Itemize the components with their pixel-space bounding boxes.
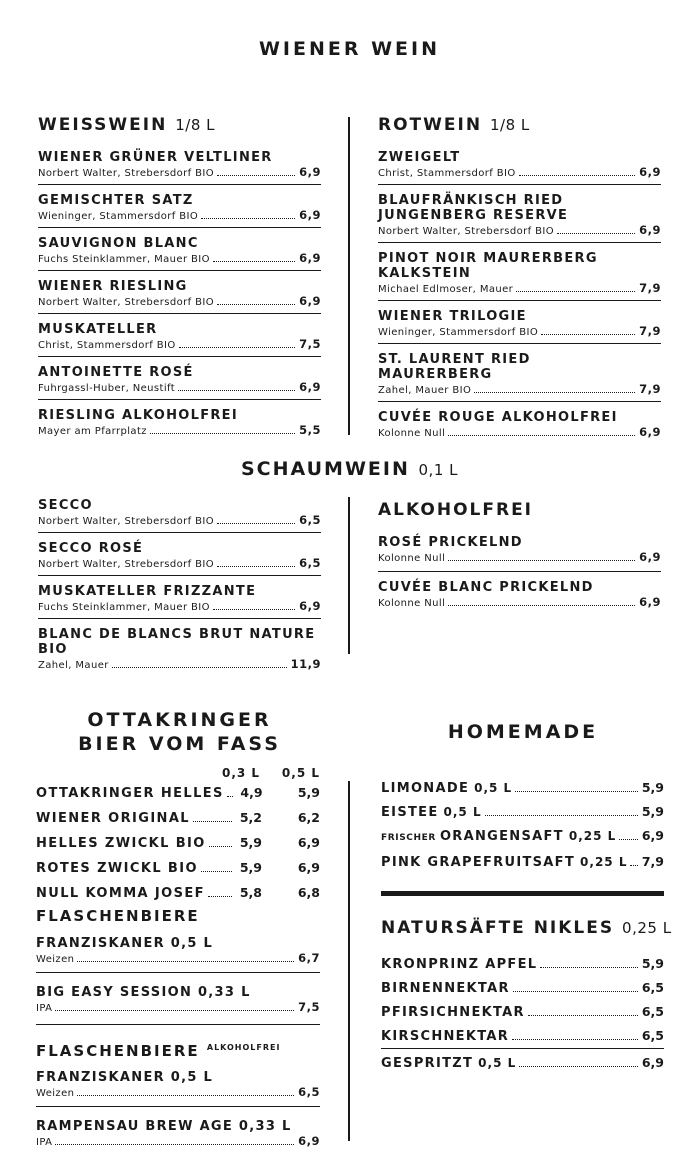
item-origin: IPA <box>36 1137 53 1148</box>
item-price: 6,5 <box>298 1085 320 1099</box>
dotted-leader <box>213 261 295 262</box>
page-title: WIENER WEIN <box>258 38 441 60</box>
natursaft-name: KIRSCHNEKTAR <box>381 1029 510 1044</box>
homemade-price: 5,9 <box>641 780 664 795</box>
item-name: WIENER RIESLING <box>38 279 188 294</box>
item-price: 6,9 <box>299 208 321 222</box>
item-description <box>36 1001 320 1015</box>
natursaft-price: 6,5 <box>641 1028 664 1043</box>
dotted-leader <box>448 605 635 606</box>
dotted-leader <box>112 667 287 668</box>
bier-name: WIENER ORIGINAL <box>36 811 190 826</box>
bier-name: ROTES ZWICKL BIO <box>36 861 198 876</box>
dotted-leader <box>630 865 637 866</box>
dotted-leader <box>179 347 296 348</box>
item-price: 6,9 <box>639 223 661 237</box>
item-price: 6,5 <box>299 513 321 527</box>
dotted-leader <box>213 609 295 610</box>
item-origin: Norbert Walter, Strebersdorf BIO <box>38 297 215 308</box>
dotted-leader <box>512 1039 638 1040</box>
item-name: FRANZISKANER 0,5 L <box>36 936 214 951</box>
column-divider <box>348 117 350 435</box>
item-description <box>38 295 321 309</box>
bier-price-0-5: 5,9 <box>297 785 320 800</box>
homemade-item <box>381 776 664 800</box>
item-description <box>378 282 661 296</box>
item-origin: Wieninger, Stammersdorf BIO <box>38 211 199 222</box>
bier-price-0-5: 6,9 <box>297 835 320 850</box>
weisswein-heading-text: WEISSWEIN <box>38 115 168 135</box>
dotted-leader <box>448 435 635 436</box>
dotted-leader <box>77 1095 294 1096</box>
homemade-heading: HOMEMADE <box>447 721 599 743</box>
item-price: 6,9 <box>639 165 661 179</box>
gespritzt-name: GESPRITZT <box>381 1056 474 1071</box>
item-name: FRANZISKANER 0,5 L <box>36 1070 214 1085</box>
item-price: 6,9 <box>299 599 321 613</box>
gespritzt-item <box>381 1051 664 1075</box>
item-description <box>38 338 321 352</box>
item-name: ZWEIGELT <box>378 150 461 165</box>
dotted-leader <box>519 175 636 176</box>
bier-name: NULL KOMMA JOSEF <box>36 886 205 901</box>
natursaft-item <box>381 976 664 1000</box>
item-name: ST. LAURENT RIED MAURERBERG <box>378 352 531 382</box>
item-price: 5,5 <box>299 423 321 437</box>
dotted-leader <box>217 523 295 524</box>
flaschenbiere-af-list <box>36 1070 320 1167</box>
item-name: SECCO <box>38 498 93 513</box>
item-name: MUSKATELLER <box>38 322 158 337</box>
dotted-leader <box>193 821 232 822</box>
homemade-prefix: FRISCHER <box>381 833 436 843</box>
flaschenbiere-list <box>36 936 320 1033</box>
item-name: SECCO ROSÉ <box>38 541 144 556</box>
bier-item <box>36 831 320 856</box>
natursaft-price: 6,5 <box>641 1004 664 1019</box>
bier-item <box>36 806 320 831</box>
bier-price-0-3: 4,9 <box>240 785 263 800</box>
dotted-leader <box>540 967 637 968</box>
item-price: 6,9 <box>298 1134 320 1148</box>
item-origin: Fuchs Steinklammer, Mauer BIO <box>38 254 210 265</box>
item-description <box>38 658 321 672</box>
item-description <box>378 383 661 397</box>
menu-item <box>38 193 321 228</box>
dotted-leader <box>519 1066 638 1067</box>
menu-item <box>36 936 320 973</box>
item-description <box>378 551 661 565</box>
item-origin: Norbert Walter, Strebersdorf BIO <box>38 516 215 527</box>
homemade-item <box>381 824 664 850</box>
homemade-name: EISTEE <box>381 805 439 820</box>
item-origin: Kolonne Null <box>378 428 446 439</box>
homemade-price: 6,9 <box>641 828 664 843</box>
bier-item <box>36 781 320 806</box>
homemade-name: LIMONADE <box>381 781 470 796</box>
item-origin: Kolonne Null <box>378 553 446 564</box>
item-origin: Zahel, Mauer <box>38 660 109 671</box>
natursaft-price: 5,9 <box>641 956 664 971</box>
natursaft-name: PFIRSICHNEKTAR <box>381 1005 525 1020</box>
dotted-leader <box>448 560 635 561</box>
item-origin: Zahel, Mauer BIO <box>378 385 472 396</box>
item-origin: Fuhrgassl-Huber, Neustift <box>38 383 176 394</box>
natursaefte-list <box>381 952 664 1048</box>
gespritzt-row <box>381 1051 664 1075</box>
item-origin: Weizen <box>36 1088 75 1099</box>
flaschenbiere-af-heading <box>36 1042 280 1060</box>
homemade-item <box>381 850 664 874</box>
item-description <box>378 596 661 610</box>
gespritzt-unit: 0,5 L <box>478 1056 517 1070</box>
dotted-leader <box>528 1015 638 1016</box>
homemade-unit: 0,5 L <box>474 781 513 795</box>
weisswein-list <box>38 150 321 450</box>
item-origin: Weizen <box>36 954 75 965</box>
bier-price-0-3: 5,9 <box>239 860 262 875</box>
item-name: PINOT NOIR MAURERBERG KALKSTEIN <box>378 251 598 281</box>
item-price: 6,9 <box>299 380 321 394</box>
item-description <box>378 166 661 180</box>
bier-list <box>36 781 320 906</box>
menu-item <box>38 498 321 533</box>
dotted-leader <box>619 839 638 840</box>
item-name: BLANC DE BLANCS BRUT NATURE BIO <box>38 627 316 657</box>
natursaft-item <box>381 1024 664 1048</box>
schaumwein-heading <box>0 458 699 480</box>
dotted-leader <box>217 304 295 305</box>
menu-item <box>378 251 661 301</box>
dotted-leader <box>513 991 638 992</box>
alkoholfrei-list <box>378 535 661 624</box>
rotwein-list <box>378 150 661 452</box>
homemade-unit: 0,5 L <box>443 805 482 819</box>
homemade-name: PINK GRAPEFRUITSAFT <box>381 855 576 870</box>
flaschenbiere-af-heading-text: FLASCHENBIERE <box>36 1042 200 1060</box>
item-description <box>38 166 321 180</box>
menu-item <box>36 1070 320 1107</box>
menu-item <box>38 541 321 576</box>
item-description <box>38 600 321 614</box>
bier-col-0-5: 0,5 L <box>281 766 320 780</box>
item-price: 6,9 <box>299 294 321 308</box>
item-price: 7,9 <box>639 281 661 295</box>
menu-item <box>378 193 661 243</box>
item-origin: Fuchs Steinklammer, Mauer BIO <box>38 602 210 613</box>
menu-item <box>38 150 321 185</box>
divider <box>381 1048 664 1049</box>
item-origin: IPA <box>36 1003 53 1014</box>
flaschenbiere-heading: FLASCHENBIERE <box>36 907 200 925</box>
natursaefte-heading-text: NATURSÄFTE NIKLES <box>381 918 615 938</box>
dotted-leader <box>227 796 233 797</box>
dotted-leader <box>515 791 638 792</box>
gespritzt-price: 6,9 <box>641 1055 664 1070</box>
bier-name: OTTAKRINGER HELLES <box>36 786 224 801</box>
natursaft-name: KRONPRINZ APFEL <box>381 957 538 972</box>
item-price: 11,9 <box>290 657 321 671</box>
item-name: RAMPENSAU BREW AGE 0,33 L <box>36 1119 292 1134</box>
item-name: CUVÉE ROUGE ALKOHOLFREI <box>378 410 618 425</box>
bier-price-0-3: 5,8 <box>239 885 262 900</box>
dotted-leader <box>150 433 295 434</box>
item-name: WIENER TRILOGIE <box>378 309 527 324</box>
item-name: GEMISCHTER SATZ <box>38 193 194 208</box>
menu-item <box>38 365 321 400</box>
bier-heading-line2: BIER VOM FASS <box>78 733 281 755</box>
rotwein-heading-text: ROTWEIN <box>378 115 483 135</box>
bier-column-headers <box>222 766 320 780</box>
dotted-leader <box>541 334 635 335</box>
dotted-leader <box>55 1010 294 1011</box>
homemade-unit: 0,25 L <box>568 829 617 843</box>
item-name: MUSKATELLER FRIZZANTE <box>38 584 257 599</box>
natursaft-item <box>381 952 664 976</box>
item-description <box>38 381 321 395</box>
item-price: 7,9 <box>639 382 661 396</box>
menu-item <box>36 985 320 1021</box>
bier-price-0-5: 6,9 <box>297 860 320 875</box>
bier-price-0-5: 6,2 <box>297 810 320 825</box>
menu-item <box>378 580 661 616</box>
rotwein-heading <box>378 115 530 135</box>
bier-name: HELLES ZWICKL BIO <box>36 836 206 851</box>
item-name: BIG EASY SESSION 0,33 L <box>36 985 251 1000</box>
item-origin: Kolonne Null <box>378 598 446 609</box>
item-origin: Norbert Walter, Strebersdorf BIO <box>378 226 555 237</box>
item-name: CUVÉE BLANC PRICKELND <box>378 580 594 595</box>
item-description <box>38 514 321 528</box>
item-name: BLAUFRÄNKISCH RIED JUNGENBERG RESERVE <box>378 193 569 223</box>
dotted-leader <box>201 871 232 872</box>
schaumwein-size: 0,1 L <box>418 461 458 479</box>
natursaft-name: BIRNENNEKTAR <box>381 981 510 996</box>
dotted-leader <box>208 896 232 897</box>
item-name: ANTOINETTE ROSÉ <box>38 365 194 380</box>
item-price: 7,9 <box>639 324 661 338</box>
item-origin: Christ, Stammersdorf BIO <box>378 168 516 179</box>
dotted-leader <box>217 566 295 567</box>
item-description <box>378 325 661 339</box>
dotted-leader <box>55 1144 294 1145</box>
dotted-leader <box>178 390 295 391</box>
menu-item <box>38 408 321 442</box>
schaumwein-heading-text: SCHAUMWEIN <box>240 458 410 480</box>
menu-item <box>378 150 661 185</box>
menu-item <box>378 535 661 572</box>
homemade-name: ORANGENSAFT <box>439 829 564 844</box>
item-price: 6,9 <box>639 425 661 439</box>
flaschenbiere-af-sup: ALKOHOLFREI <box>206 1043 281 1052</box>
item-origin: Michael Edlmoser, Mauer <box>378 284 514 295</box>
item-origin: Mayer am Pfarrplatz <box>38 426 147 437</box>
natursaefte-heading <box>381 918 672 938</box>
item-price: 7,5 <box>298 1000 320 1014</box>
item-name: RIESLING ALKOHOLFREI <box>38 408 238 423</box>
bier-heading <box>38 708 321 756</box>
natursaft-price: 6,5 <box>641 980 664 995</box>
item-description <box>38 209 321 223</box>
rotwein-size: 1/8 L <box>489 116 530 134</box>
dotted-leader <box>77 961 294 962</box>
menu-item <box>38 322 321 357</box>
item-price: 6,9 <box>639 550 661 564</box>
item-description <box>36 1086 320 1100</box>
homemade-item <box>381 800 664 824</box>
dotted-leader <box>485 815 638 816</box>
weisswein-size: 1/8 L <box>175 116 216 134</box>
item-price: 6,9 <box>639 595 661 609</box>
dotted-leader <box>209 846 232 847</box>
column-divider <box>348 781 350 1141</box>
item-description <box>38 557 321 571</box>
menu-item <box>378 309 661 344</box>
item-origin: Christ, Stammersdorf BIO <box>38 340 176 351</box>
item-description <box>378 426 661 440</box>
item-price: 6,7 <box>298 951 320 965</box>
homemade-unit: 0,25 L <box>580 855 628 869</box>
homemade-price: 7,9 <box>641 854 664 869</box>
bier-price-0-5: 6,8 <box>297 885 320 900</box>
item-origin: Wieninger, Stammersdorf BIO <box>378 327 539 338</box>
item-price: 6,9 <box>299 165 321 179</box>
menu-item <box>378 410 661 444</box>
bier-item <box>36 881 320 906</box>
bier-col-0-3: 0,3 L <box>222 766 261 780</box>
natursaft-item <box>381 1000 664 1024</box>
homemade-list <box>381 776 664 874</box>
item-description <box>36 952 320 966</box>
item-name: SAUVIGNON BLANC <box>38 236 199 251</box>
menu-item <box>38 627 321 676</box>
item-price: 6,9 <box>299 251 321 265</box>
dotted-leader <box>557 233 635 234</box>
dotted-leader <box>201 218 295 219</box>
item-name: WIENER GRÜNER VELTLINER <box>38 150 273 165</box>
item-description <box>378 224 661 238</box>
divider <box>36 1024 320 1025</box>
dotted-leader <box>474 392 635 393</box>
thick-divider <box>381 891 664 896</box>
item-origin: Norbert Walter, Strebersdorf BIO <box>38 168 215 179</box>
item-price: 6,5 <box>299 556 321 570</box>
bier-price-0-3: 5,9 <box>239 835 262 850</box>
alkoholfrei-heading: ALKOHOLFREI <box>378 500 534 520</box>
item-price: 7,5 <box>299 337 321 351</box>
natursaefte-size: 0,25 L <box>622 919 672 937</box>
item-name: ROSÉ PRICKELND <box>378 535 523 550</box>
item-origin: Norbert Walter, Strebersdorf BIO <box>38 559 215 570</box>
column-divider <box>348 497 350 654</box>
menu-item <box>378 352 661 402</box>
menu-item <box>38 584 321 619</box>
item-description <box>38 424 321 438</box>
bier-item <box>36 856 320 881</box>
menu-item <box>36 1119 320 1155</box>
item-description <box>36 1135 320 1149</box>
schaumwein-list <box>38 498 321 684</box>
item-description <box>38 252 321 266</box>
homemade-price: 5,9 <box>641 804 664 819</box>
menu-item <box>38 279 321 314</box>
dotted-leader <box>217 175 295 176</box>
bier-price-0-3: 5,2 <box>239 810 262 825</box>
dotted-leader <box>516 291 635 292</box>
bier-heading-line1: OTTAKRINGER <box>87 709 272 731</box>
menu-item <box>38 236 321 271</box>
weisswein-heading <box>38 115 215 135</box>
